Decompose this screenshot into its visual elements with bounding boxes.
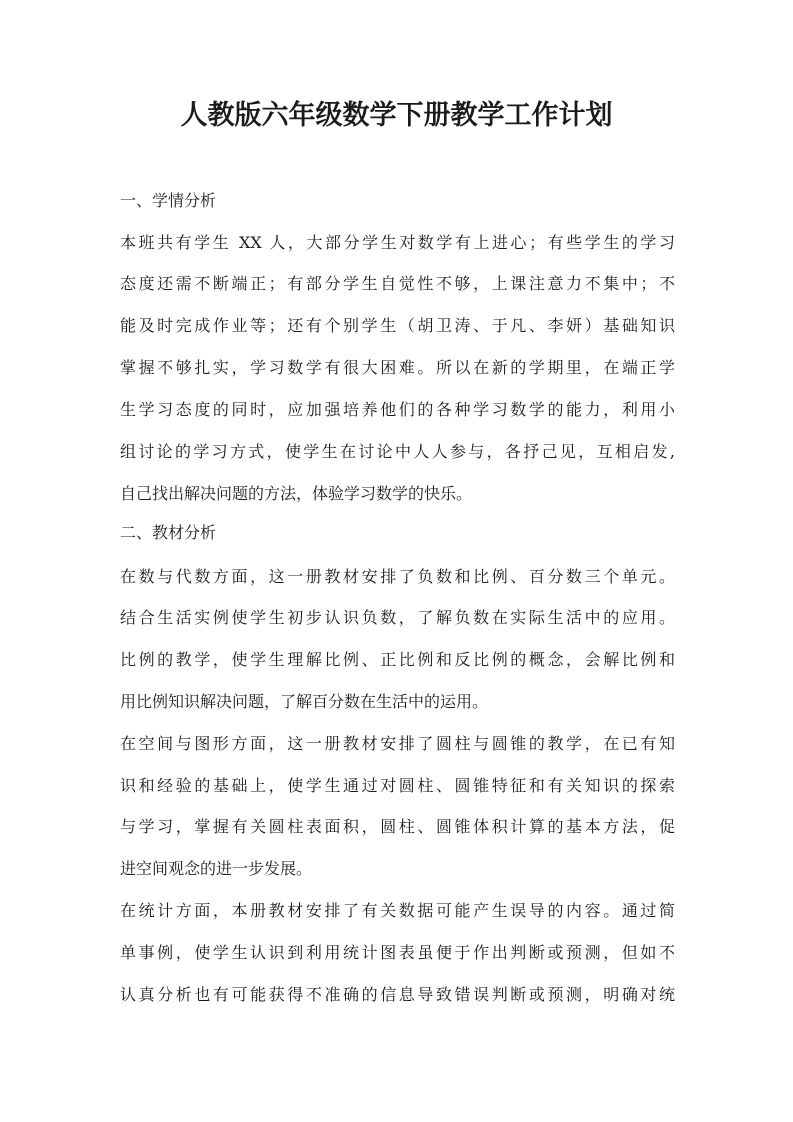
paragraph-line: 单事例，使学生认识到利用统计图表虽便于作出判断或预测，但如不 xyxy=(120,943,675,962)
paragraph-line: 进空间观念的进一步发展。 xyxy=(120,859,313,878)
paragraph-line: 自己找出解决问题的方法，体验学习数学的快乐。 xyxy=(120,484,473,503)
paragraph-line: 组讨论的学习方式，使学生在讨论中人人参与，各抒己见，互相启发, xyxy=(120,442,675,461)
paragraph-line: 在统计方面，本册教材安排了有关数据可能产生误导的内容。通过简 xyxy=(120,901,675,920)
paragraph-line: 在数与代数方面，这一册教材安排了负数和比例、百分数三个单元。 xyxy=(120,567,675,586)
paragraph-line: 生学习态度的同时，应加强培养他们的各种学习数学的能力，利用小 xyxy=(120,400,675,419)
paragraph-line: 识和经验的基础上，使学生通过对圆柱、圆锥特征和有关知识的探索 xyxy=(120,776,675,795)
paragraph-line: 在空间与图形方面，这一册教材安排了圆柱与圆锥的教学，在已有知 xyxy=(120,734,675,753)
paragraph-line: 与学习，掌握有关圆柱表面积，圆柱、圆锥体积计算的基本方法，促 xyxy=(120,817,675,836)
paragraph-line: 认真分析也有可能获得不准确的信息导致错误判断或预测，明确对统 xyxy=(120,985,675,1004)
document-title: 人教版六年级数学下册教学工作计划 xyxy=(180,100,613,131)
section-heading-1: 一、学情分析 xyxy=(120,191,217,210)
section-heading-2: 二、教材分析 xyxy=(120,523,217,542)
paragraph-line: 用比例知识解决问题，了解百分数在生活中的运用。 xyxy=(120,692,489,711)
paragraph-line: 比例的教学，使学生理解比例、正比例和反比例的概念，会解比例和 xyxy=(120,650,675,669)
paragraph-line: 掌握不够扎实，学习数学有很大困难。所以在新的学期里，在端正学 xyxy=(120,358,675,377)
paragraph-line: 态度还需不断端正；有部分学生自觉性不够，上课注意力不集中；不 xyxy=(120,274,675,293)
paragraph-line: 能及时完成作业等；还有个别学生（胡卫涛、于凡、李妍）基础知识 xyxy=(120,316,675,335)
paragraph-line: 结合生活实例使学生初步认识负数，了解负数在实际生活中的应用。 xyxy=(120,608,675,627)
paragraph-line: 本班共有学生 XX 人，大部分学生对数学有上进心；有些学生的学习 xyxy=(120,233,675,252)
